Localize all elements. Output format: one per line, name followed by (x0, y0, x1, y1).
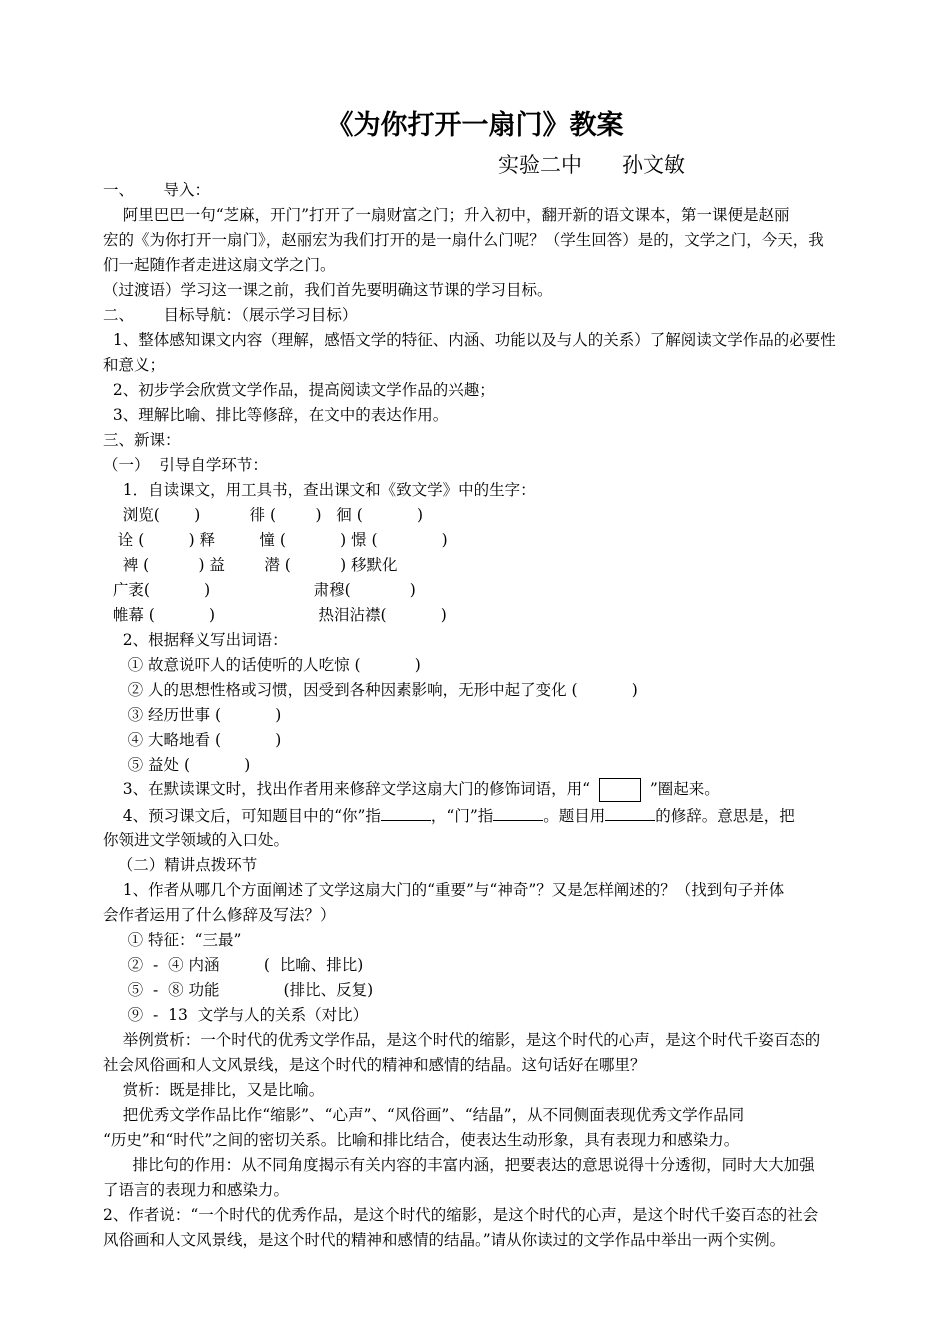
outline-item: ② - ④ 内涵 ( 比喻、排比) (103, 956, 364, 974)
fill-blank (381, 805, 431, 821)
vocabulary-row: 广袤( ) 肃穆( ) (103, 581, 416, 599)
section-heading-goals: 二、 目标导航：（展示学习目标） (103, 306, 358, 324)
paragraph-line: 了语言的表现力和感染力。 (103, 1181, 290, 1199)
blank-box (599, 778, 641, 802)
paragraph-line: 把优秀文学作品比作“缩影”、“心声”、“风俗画”、“结晶”，从不同侧面表现优秀文学作品同 (103, 1106, 745, 1124)
definition-item: ① 故意说吓人的话使听的人吃惊 ( ) (103, 656, 421, 674)
document-title: 《为你打开一扇门》教案 (326, 110, 624, 141)
prompt-text: 。题目用 (543, 807, 606, 825)
exercise-prompt-circle (103, 778, 720, 802)
outline-item: ⑨ - 13 文学与人的关系（对比） (103, 1006, 369, 1024)
goal-item: 1、整体感知课文内容（理解，感悟文学的特征、内涵、功能以及与人的关系）了解阅读文学作品的必要性 (103, 331, 836, 349)
subsection-heading: （一） 引导自学环节： (103, 456, 268, 474)
outline-item: ⑤ - ⑧ 功能 (排比、反复) (103, 981, 374, 999)
paragraph-line: 2、作者说：“一个时代的优秀作品，是这个时代的缩影，是这个时代的心声，是这个时代千姿百态的社会 (103, 1206, 819, 1224)
prompt-text: ，“门”指 (430, 807, 494, 825)
paragraph-line: 赏析：既是排比，又是比喻。 (103, 1081, 325, 1099)
exercise-prompt: 2、根据释义写出词语： (103, 631, 288, 649)
definition-item: ② 人的思想性格或习惯，因受到各种因素影响，无形中起了变化 ( ) (103, 681, 638, 699)
vocabulary-row: 裨 ( ) 益 潜 ( ) 移默化 (103, 556, 398, 574)
goal-item: 3、理解比喻、排比等修辞，在文中的表达作用。 (103, 406, 449, 424)
vocabulary-row: 帷幕 ( ) 热泪沾襟( ) (103, 606, 447, 624)
definition-item: ④ 大略地看 ( ) (103, 731, 282, 749)
paragraph-line: 们一起随作者走进这扇文学之门。 (103, 256, 336, 274)
fill-blank (493, 805, 543, 821)
subsection-heading: （二）精讲点拨环节 (103, 856, 258, 874)
author-byline: 实验二中 孙文敏 (498, 153, 686, 177)
paragraph-line: 你领进文学领域的入口处。 (103, 831, 290, 849)
paragraph-line: 社会风俗画和人文风景线，是这个时代的精神和感情的结晶。这句话好在哪里？ (103, 1056, 646, 1074)
question-line: 会作者运用了什么修辞及写法？） (103, 906, 336, 924)
exercise-prompt-fill (103, 805, 795, 826)
prompt-text: 的修辞。意思是，把 (655, 807, 795, 825)
goal-item: 2、初步学会欣赏文学作品，提高阅读文学作品的兴趣； (103, 381, 495, 399)
section-heading-intro: 一、 导入： (103, 181, 211, 199)
vocabulary-row: 诠 ( ) 释 憧 ( ) 憬 ( ) (103, 531, 448, 549)
exercise-prompt: 1．自读课文，用工具书，查出课文和《致文学》中的生字： (103, 481, 536, 499)
goal-item-continued: 和意义； (103, 356, 166, 374)
paragraph-line: 阿里巴巴一句“芝麻，开门”打开了一扇财富之门；升入初中，翻开新的语文课本，第一课便是赵丽 (103, 206, 790, 224)
paragraph-line: 宏的《为你打开一扇门》，赵丽宏为我们打开的是一扇什么门呢？（学生回答）是的，文学之门，今天，我 (103, 231, 824, 249)
definition-item: ⑤ 益处 ( ) (103, 756, 251, 774)
prompt-text: 3、在默读课文时，找出作者用来修辞文学这扇大门的修饰词语，用“ (103, 780, 595, 798)
section-heading-new-lesson: 三、新课： (103, 431, 181, 449)
question-line: 1、作者从哪几个方面阐述了文学这扇大门的“重要”与“神奇”？又是怎样阐述的？（找到句子并体 (103, 881, 785, 899)
definition-item: ③ 经历世事 ( ) (103, 706, 282, 724)
fill-blank (605, 805, 655, 821)
paragraph-line: 排比句的作用：从不同角度揭示有关内容的丰富内涵，把要表达的意思说得十分透彻，同时大大加强 (103, 1156, 815, 1174)
prompt-text: ”圈起来。 (644, 780, 720, 798)
prompt-text: 4、预习课文后，可知题目中的“你”指 (103, 807, 381, 825)
paragraph-line: “历史”和“时代”之间的密切关系。比喻和排比结合，使表达生动形象，具有表现力和感染力。 (103, 1131, 740, 1149)
paragraph-line: 风俗画和人文风景线，是这个时代的精神和感情的结晶。”请从你读过的文学作品中举出一两个实例。 (103, 1231, 786, 1249)
vocabulary-row: 浏览( ) 徘 ( ) 徊 ( ) (103, 506, 423, 524)
paragraph-line: 举例赏析：一个时代的优秀文学作品，是这个时代的缩影，是这个时代的心声，是这个时代千姿百态的 (103, 1031, 821, 1049)
outline-item: ① 特征：“三最” (103, 931, 242, 949)
paragraph-line: （过渡语）学习这一课之前，我们首先要明确这节课的学习目标。 (103, 281, 553, 299)
